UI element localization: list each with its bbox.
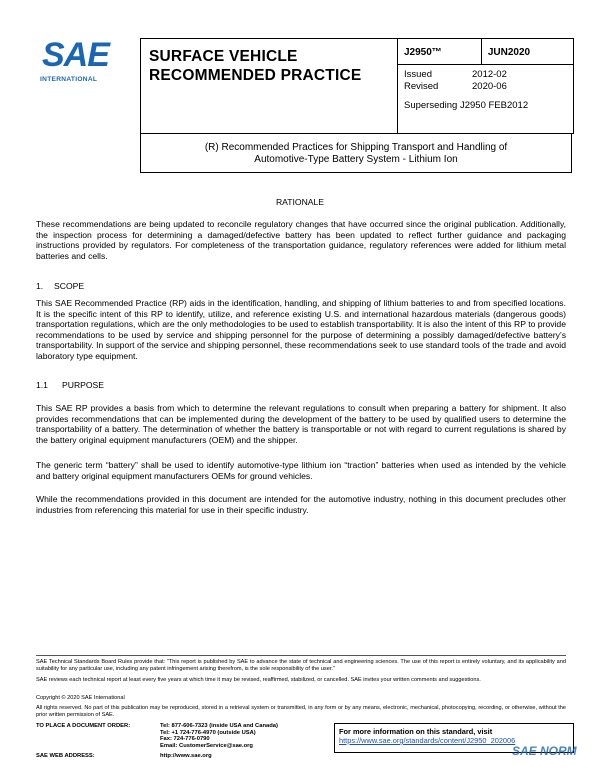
purpose-paragraph-3: While the recommendations provided in this document are intended for the automotive industry, nothing in this document precludes other industries from referencing this material for use in their specific industry. [36,494,566,515]
scope-number: 1. [36,281,44,291]
document-type-title [141,39,398,134]
order-label: TO PLACE A DOCUMENT ORDER: [36,723,131,729]
title-line-1: SURFACE VEHICLE [149,48,298,65]
issued-label: Issued [404,69,432,80]
standard-link[interactable]: https://www.sae.org/standards/content/J2950_202006 [339,736,516,745]
subtitle-line-2: Automotive-Type Battery System - Lithium Ion [254,154,458,165]
watermark: SAE NORM [512,744,577,758]
purpose-paragraph-2: The generic term “battery” shall be used to identify automotive-type lithium ion “traction” batteries when used as intended by the vehicle and battery original equipment manufacturers OEMs for ground vehicles. [36,460,566,481]
document-header [140,38,574,134]
logo-mark: SAE [42,36,109,74]
revised-value: 2020-06 [472,81,507,92]
purpose-paragraph-1: This SAE RP provides a basis from which to determine the relevant regulations to consult when preparing a battery for shipment. It also provides recommendations that can be implemented during the development of the battery to be used by qualified users to determine the transportability of a battery. The determination of whether the battery is transportable or not with regard to current regulations is shared by the battery original equipment manufacturers (OEM) and the shipper. [36,403,566,445]
logo-subtext: INTERNATIONAL [40,76,98,83]
document-number: J2950™ [398,39,482,65]
footer-divider [36,655,566,656]
revised-label: Revised [404,81,439,92]
web-address[interactable]: http://www.sae.org [160,753,212,759]
purpose-number: 1.1 [36,380,48,390]
tel-inside: Tel: 877-606-7323 (inside USA and Canada) [160,723,278,729]
title-line-2: RECOMMENDED PRACTICE [149,67,362,84]
more-info-heading: For more information on this standard, visit [339,727,493,736]
document-subtitle [140,133,572,173]
issued-value: 2012-02 [472,69,507,80]
email: Email: CustomerService@sae.org [160,742,253,749]
web-label: SAE WEB ADDRESS: [36,753,95,759]
sae-logo [38,38,122,88]
scope-heading: SCOPE [54,281,85,291]
footer-rules: SAE Technical Standards Board Rules provide that: “This report is published by SAE to advance the state of technical and engineering sciences. The use of this report is entirely voluntary, and its applicability and suitability for any particular use, including any patent infringement arising therefrom, is the sole responsibility of the user.” [36,659,566,672]
footer-rights: All rights reserved. No part of this publication may be reproduced, stored in a retrieval system or transmitted, in any form or by any means, electronic, mechanical, photocopying, recording, or otherwise, without the prior written permission of SAE. [36,705,566,718]
subtitle-line-1: (R) Recommended Practices for Shipping Transport and Handling of [204,142,508,153]
purpose-heading: PURPOSE [62,380,105,390]
rationale-text: These recommendations are being updated to reconcile regulatory changes that have occurred since the original publication. Additionally, the inspection process for determining a damaged/defective battery has been updated to reflect further guidance and packaging instructions provided by regulators. For completeness of the transportation guidance, regulatory references were added for lithium metal batteries and cells. [36,219,566,261]
fax: Fax: 724-776-0790 [160,736,210,742]
superseding-note: Superseding J2950 FEB2012 [404,100,529,111]
rationale-heading: RATIONALE [275,197,325,207]
tel-outside: Tel: +1 724-776-4970 (outside USA) [160,729,256,736]
footer-review: SAE reviews each technical report at least every five years at which time it may be revised, reaffirmed, stabilized, or cancelled. SAE invites your written comments and suggestions. [36,677,481,683]
document-date: JUN2020 [481,39,573,65]
issue-dates [398,65,574,134]
footer-copyright: Copyright © 2020 SAE International [36,695,125,701]
scope-text: This SAE Recommended Practice (RP) aids in the identification, handling, and shipping of lithium batteries to and from specified locations. It is the specific intent of this RP to identify, utilize, and reference existing U.S. and international hazardous materials (dangerous goods) transportation regulations, which are the only methodologies to be used to establish transportability. It is also the intent of this RP to provide recommendations to be used by service and shipping personnel for the purpose of determining a possibly damaged/defective battery’s transportability. In support of the service and shipping personnel, these recommendations seek to use standard tools of the trade and avoid laboratory type equipment. [36,298,566,361]
